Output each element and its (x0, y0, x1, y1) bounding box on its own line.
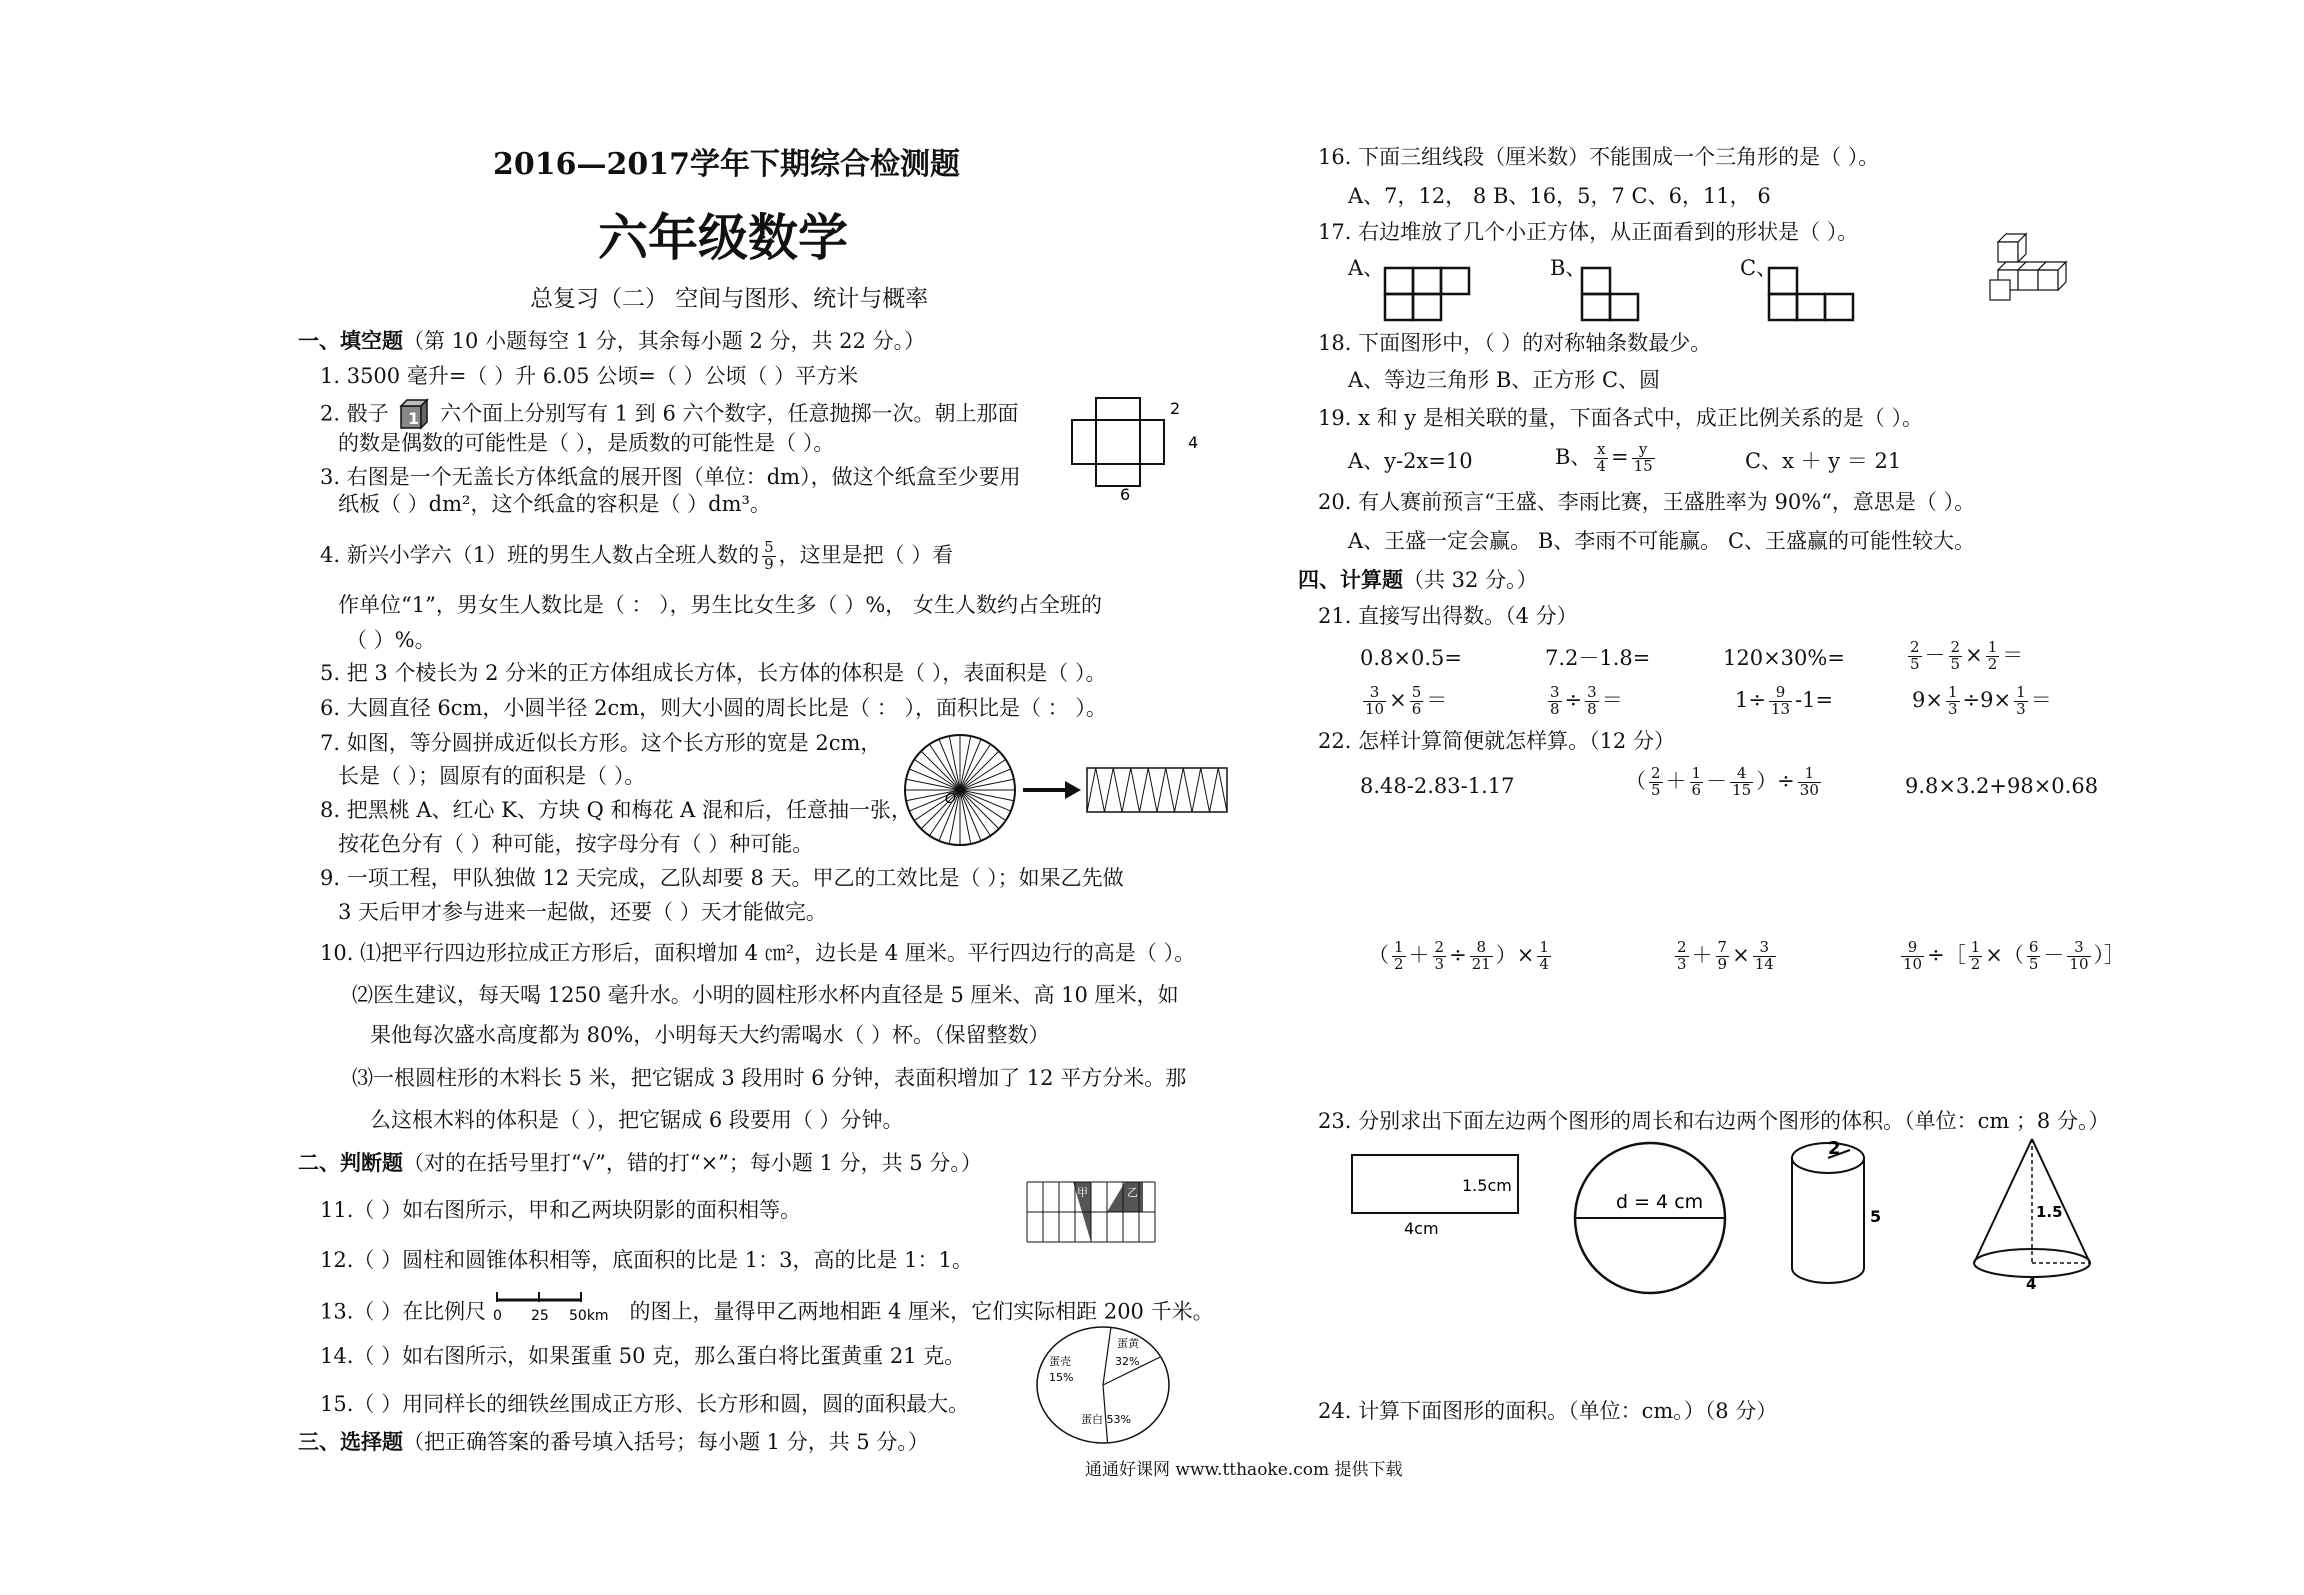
fraction-x-over-4 (1594, 442, 1608, 475)
pie-slice-boundary-蛋壳 (1103, 1327, 1111, 1385)
fraction-den: 9 (764, 554, 774, 573)
footer: 通通好课网 www.tthaoke.com 提供下载 (1085, 1460, 1403, 1480)
calc-21-6: $\frac{3}{8}$ ÷ $\frac{3}{8}$ ＝ (1550, 683, 1623, 718)
section-4-name: 四、计算题 (1298, 567, 1403, 592)
grid-label-a: 甲 (1077, 1186, 1088, 1199)
question-2-text-a: 六个面上分别写有 1 到 6 六个数字，任意抛掷一次。朝上那面 (440, 401, 1019, 426)
question-4-line-1 (320, 540, 953, 573)
question-2-line-1 (320, 400, 1019, 430)
question-13-text-b: 的图上，量得甲乙两地相距 4 厘米，它们实际相距 200 千米。 (629, 1299, 1214, 1324)
divided-circle-figure (905, 735, 1245, 865)
dice-icon (399, 400, 429, 430)
question-4-line-2: 作单位“1”，男女生人数比是（ ： ），男生比女生多（ ）%， 女生人数约占全班的 (338, 593, 1102, 617)
fraction-den: 15 (1633, 456, 1653, 475)
shaded-area-grid-figure (1025, 1180, 1155, 1242)
question-12: 12.（ ）圆柱和圆锥体积相等，底面积的比是 1：3，高的比是 1：1。 (320, 1248, 973, 1272)
question-4-text-b: ，这里是把（ ）看 (778, 542, 954, 567)
q17-option-b-label: B、 (1550, 256, 1587, 280)
question-21: 21. 直接写出得数。（4 分） (1318, 604, 1578, 628)
pie-label-white: 蛋白 53% (1081, 1413, 1131, 1426)
question-3-line-2: 纸板（ ）dm²，这个纸盒的容积是（ ）dm³。 (338, 492, 771, 516)
box-net-figure (1072, 398, 1199, 508)
exam-title: 2016—2017学年下期综合检测题 (493, 147, 960, 182)
cone-figure (1970, 1135, 2100, 1293)
question-8-line-2: 按花色分有（ ）种可能，按字母分有（ ）种可能。 (338, 832, 814, 856)
question-14: 14.（ ）如右图所示，如果蛋重 50 克，那么蛋白将比蛋黄重 21 克。 (320, 1344, 966, 1368)
question-10-part-1: 10. ⑴把平行四边形拉成正方形后，面积增加 4 ㎝²，边长是 4 厘米。平行四边行的高是（ ）。 (320, 941, 1196, 965)
section-4-heading (1298, 569, 1538, 591)
question-19: 19. x 和 y 是相关联的量，下面各式中，成正比例关系的是（ ）。 (1318, 406, 1923, 430)
question-7-line-1: 7. 如图，等分圆拼成近似长方形。这个长方形的宽是 2cm， (320, 731, 882, 755)
dice-label: 1 (408, 409, 420, 428)
net-label-right: 4 (1188, 433, 1199, 452)
calc-22-5: $\frac{2}{3}$ ＋ $\frac{7}{9}$ × $\frac{3}{14}$ (1677, 938, 1774, 973)
question-16: 16. 下面三组线段（厘米数）不能围成一个三角形的是（ ）。 (1318, 145, 1880, 169)
calc-22-3: 9.8×3.2+98×0.68 (1905, 774, 2099, 798)
section-3-name: 三、选择题 (298, 1429, 403, 1454)
section-1-heading (298, 330, 925, 352)
scale-tick-0: 0 (492, 1308, 502, 1324)
question-9-line-2: 3 天后甲才参与进来一起做，还要（ ）天才能做完。 (338, 900, 827, 924)
question-19-option-b (1555, 442, 1658, 475)
q19-b-equals: = (1610, 444, 1629, 469)
question-1: 1. 3500 毫升=（ ）升 6.05 公顷=（ ）公顷（ ）平方米 (320, 364, 859, 388)
question-10-part-2-line-1: ⑵医生建议，每天喝 1250 毫升水。小明的圆柱形水杯内直径是 5 厘米、高 10 厘米，如 (352, 983, 1179, 1007)
q17-option-c-label: C、 (1740, 256, 1778, 280)
section-2-heading (298, 1152, 982, 1174)
subtitle: 总复习（二） 空间与图形、统计与概率 (530, 286, 929, 312)
calc-21-8: 9× $\frac{1}{3}$ ÷9× $\frac{1}{3}$ ＝ (1912, 683, 2052, 718)
cylinder-figure (1790, 1140, 1880, 1290)
calc-21-4: $\frac{2}{5}$ － $\frac{2}{5}$ × $\frac{1}{2}$ ＝ (1910, 638, 2024, 673)
egg-composition-pie-chart (1035, 1325, 1175, 1445)
q17-option-c-shape (1767, 266, 1859, 322)
calc-21-7: 1÷ $\frac{9}{13}$ -1= (1735, 683, 1834, 718)
fraction-five-ninths (762, 540, 776, 573)
question-23: 23. 分别求出下面左边两个图形的周长和右边两个图形的体积。（单位：cm ；8 分。） (1318, 1109, 2110, 1133)
question-18-options: A、等边三角形 B、正方形 C、圆 (1348, 368, 1661, 392)
fraction-den: 4 (1596, 456, 1606, 475)
section-1-name: 一、填空题 (298, 328, 403, 353)
question-18: 18. 下面图形中，（ ）的对称轴条数最少。 (1318, 331, 1712, 355)
question-3-line-1: 3. 右图是一个无盖长方体纸盒的展开图（单位：dm），做这个纸盒至少要用 (320, 465, 1021, 489)
cone-height-label: 1.5 (2036, 1203, 2063, 1221)
fraction-y-over-15 (1632, 442, 1655, 475)
section-1-note: （第 10 小题每空 1 分，其余每小题 2 分，共 22 分。） (403, 329, 926, 353)
question-10-part-3-line-1: ⑶一根圆柱形的木料长 5 米，把它锯成 3 段用时 6 分钟，表面积增加了 12 平方分米。那 (352, 1066, 1187, 1090)
question-13 (320, 1298, 1214, 1328)
pie-pct-shell: 15% (1049, 1371, 1074, 1384)
fraction-num: x (1594, 442, 1608, 459)
circle-center-label: O (945, 791, 957, 807)
rectangle-figure (1352, 1155, 1542, 1238)
question-5: 5. 把 3 个棱长为 2 分米的正方体组成长方体，长方体的体积是（ ），表面积是（ ）。 (320, 661, 1107, 685)
pie-pct-yolk: 32% (1115, 1355, 1140, 1368)
question-8-line-1: 8. 把黑桃 A、红心 K、方块 Q 和梅花 A 混和后，任意抽一张， (320, 798, 912, 822)
q17-option-a-shape (1383, 266, 1475, 322)
question-22: 22. 怎样计算简便就怎样算。（12 分） (1318, 729, 1675, 753)
circle-diameter-label: d = 4 cm (1616, 1191, 1704, 1213)
section-2-name: 二、判断题 (298, 1150, 403, 1175)
question-24: 24. 计算下面图形的面积。（单位：cm。）（8 分） (1318, 1399, 1778, 1423)
q17-option-a-label: A、 (1348, 256, 1385, 280)
calc-22-2: （ $\frac{2}{5}$ ＋ $\frac{1}{6}$ － $\frac{4}{15}$ ）÷ $\frac{1}{30}$ (1625, 764, 1819, 799)
grid-label-b: 乙 (1127, 1186, 1138, 1199)
question-19-option-a: A、y-2x=10 (1348, 449, 1473, 473)
question-4-line-3: （ ）%。 (346, 628, 436, 652)
question-20-options: A、王盛一定会赢。 B、李雨不可能赢。 C、王盛赢的可能性较大。 (1348, 529, 1976, 553)
fraction-num: 5 (764, 538, 774, 556)
section-4-note: （共 32 分。） (1403, 568, 1538, 592)
cylinder-radius-label: 2 (1828, 1138, 1841, 1159)
section-3-heading (298, 1431, 929, 1453)
q17-option-b-shape (1580, 266, 1644, 322)
question-13-text-a: 13.（ ）在比例尺 (320, 1299, 487, 1324)
circle-figure (1572, 1140, 1732, 1300)
q19-b-label: B、 (1555, 444, 1592, 469)
question-10-part-2-line-2: 果他每次盛水高度都为 80%，小明每天大约需喝水（ ）杯。（保留整数） (370, 1023, 1050, 1047)
net-label-bottom: 6 (1120, 485, 1131, 504)
scale-tick-50km: 50km (568, 1308, 609, 1324)
question-6: 6. 大圆直径 6cm，小圆半径 2cm，则大小圆的周长比是（ ： ），面积比是（ ： ）。 (320, 696, 1107, 720)
question-20: 20. 有人赛前预言“王盛、李雨比赛，王盛胜率为 90%“，意思是（ ）。 (1318, 490, 1976, 514)
calc-21-1: 0.8×0.5= (1360, 646, 1462, 670)
calc-21-5: $\frac{3}{10}$ × $\frac{5}{6}$ ＝ (1365, 683, 1448, 718)
fraction-num: y (1632, 442, 1655, 459)
cylinder-height-label: 5 (1870, 1207, 1882, 1226)
subject-title: 六年级数学 (598, 209, 848, 267)
calc-22-1: 8.48-2.83-1.17 (1360, 774, 1515, 798)
question-7-line-2: 长是（ ）；圆原有的面积是（ ）。 (338, 764, 646, 788)
stacked-cubes-figure (1988, 232, 2088, 312)
pie-label-yolk: 蛋黄 (1117, 1337, 1139, 1350)
question-15: 15.（ ）用同样长的细铁丝围成正方形、长方形和圆，圆的面积最大。 (320, 1392, 970, 1416)
pie-label-shell: 蛋壳 (1049, 1355, 1071, 1368)
question-10-part-3-line-2: 么这根木料的体积是（ ），把它锯成 6 段要用（ ）分钟。 (370, 1108, 904, 1132)
cone-diameter-label: 4 (2026, 1275, 2037, 1293)
question-19-option-c: C、x ＋ y ＝ 21 (1745, 449, 1902, 473)
scale-tick-25: 25 (530, 1308, 549, 1324)
calc-22-4: （ $\frac{1}{2}$ ＋ $\frac{2}{3}$ ÷ $\frac{8}{21}$ ）× $\frac{1}{4}$ (1368, 938, 1549, 973)
scale-bar-figure (493, 1298, 623, 1328)
net-label-top: 2 (1170, 399, 1181, 418)
arrow-right-icon (1065, 781, 1081, 799)
section-3-note: （把正确答案的番号填入括号；每小题 1 分，共 5 分。） (403, 1430, 929, 1454)
section-2-note: （对的在括号里打“√”，错的打“×”；每小题 1 分，共 5 分。） (403, 1151, 982, 1175)
calc-21-3: 120×30%= (1723, 646, 1845, 670)
question-17: 17. 右边堆放了几个小正方体，从正面看到的形状是（ ）。 (1318, 220, 1859, 244)
question-2-prefix: 2. 骰子 (320, 401, 389, 426)
calc-22-6: $\frac{9}{10}$ ÷［ $\frac{1}{2}$ ×（ $\frac{6}{5}$ － $\frac{3}{10}$ ）］ (1903, 938, 2125, 973)
question-16-options: A、7，12， 8 B、16，5，7 C、6，11， 6 (1348, 184, 1771, 208)
rect-width-label: 4cm (1404, 1219, 1439, 1238)
question-11: 11.（ ）如右图所示，甲和乙两块阴影的面积相等。 (320, 1198, 802, 1222)
question-2-line-2: 的数是偶数的可能性是（ ），是质数的可能性是（ ）。 (338, 431, 835, 455)
calc-21-2: 7.2－1.8= (1545, 646, 1651, 670)
question-4-text-a: 4. 新兴小学六（1）班的男生人数占全班人数的 (320, 542, 760, 567)
question-9-line-1: 9. 一项工程，甲队独做 12 天完成，乙队却要 8 天。甲乙的工效比是（ ）；如果乙先做 (320, 866, 1124, 890)
rect-height-label: 1.5cm (1462, 1176, 1512, 1195)
